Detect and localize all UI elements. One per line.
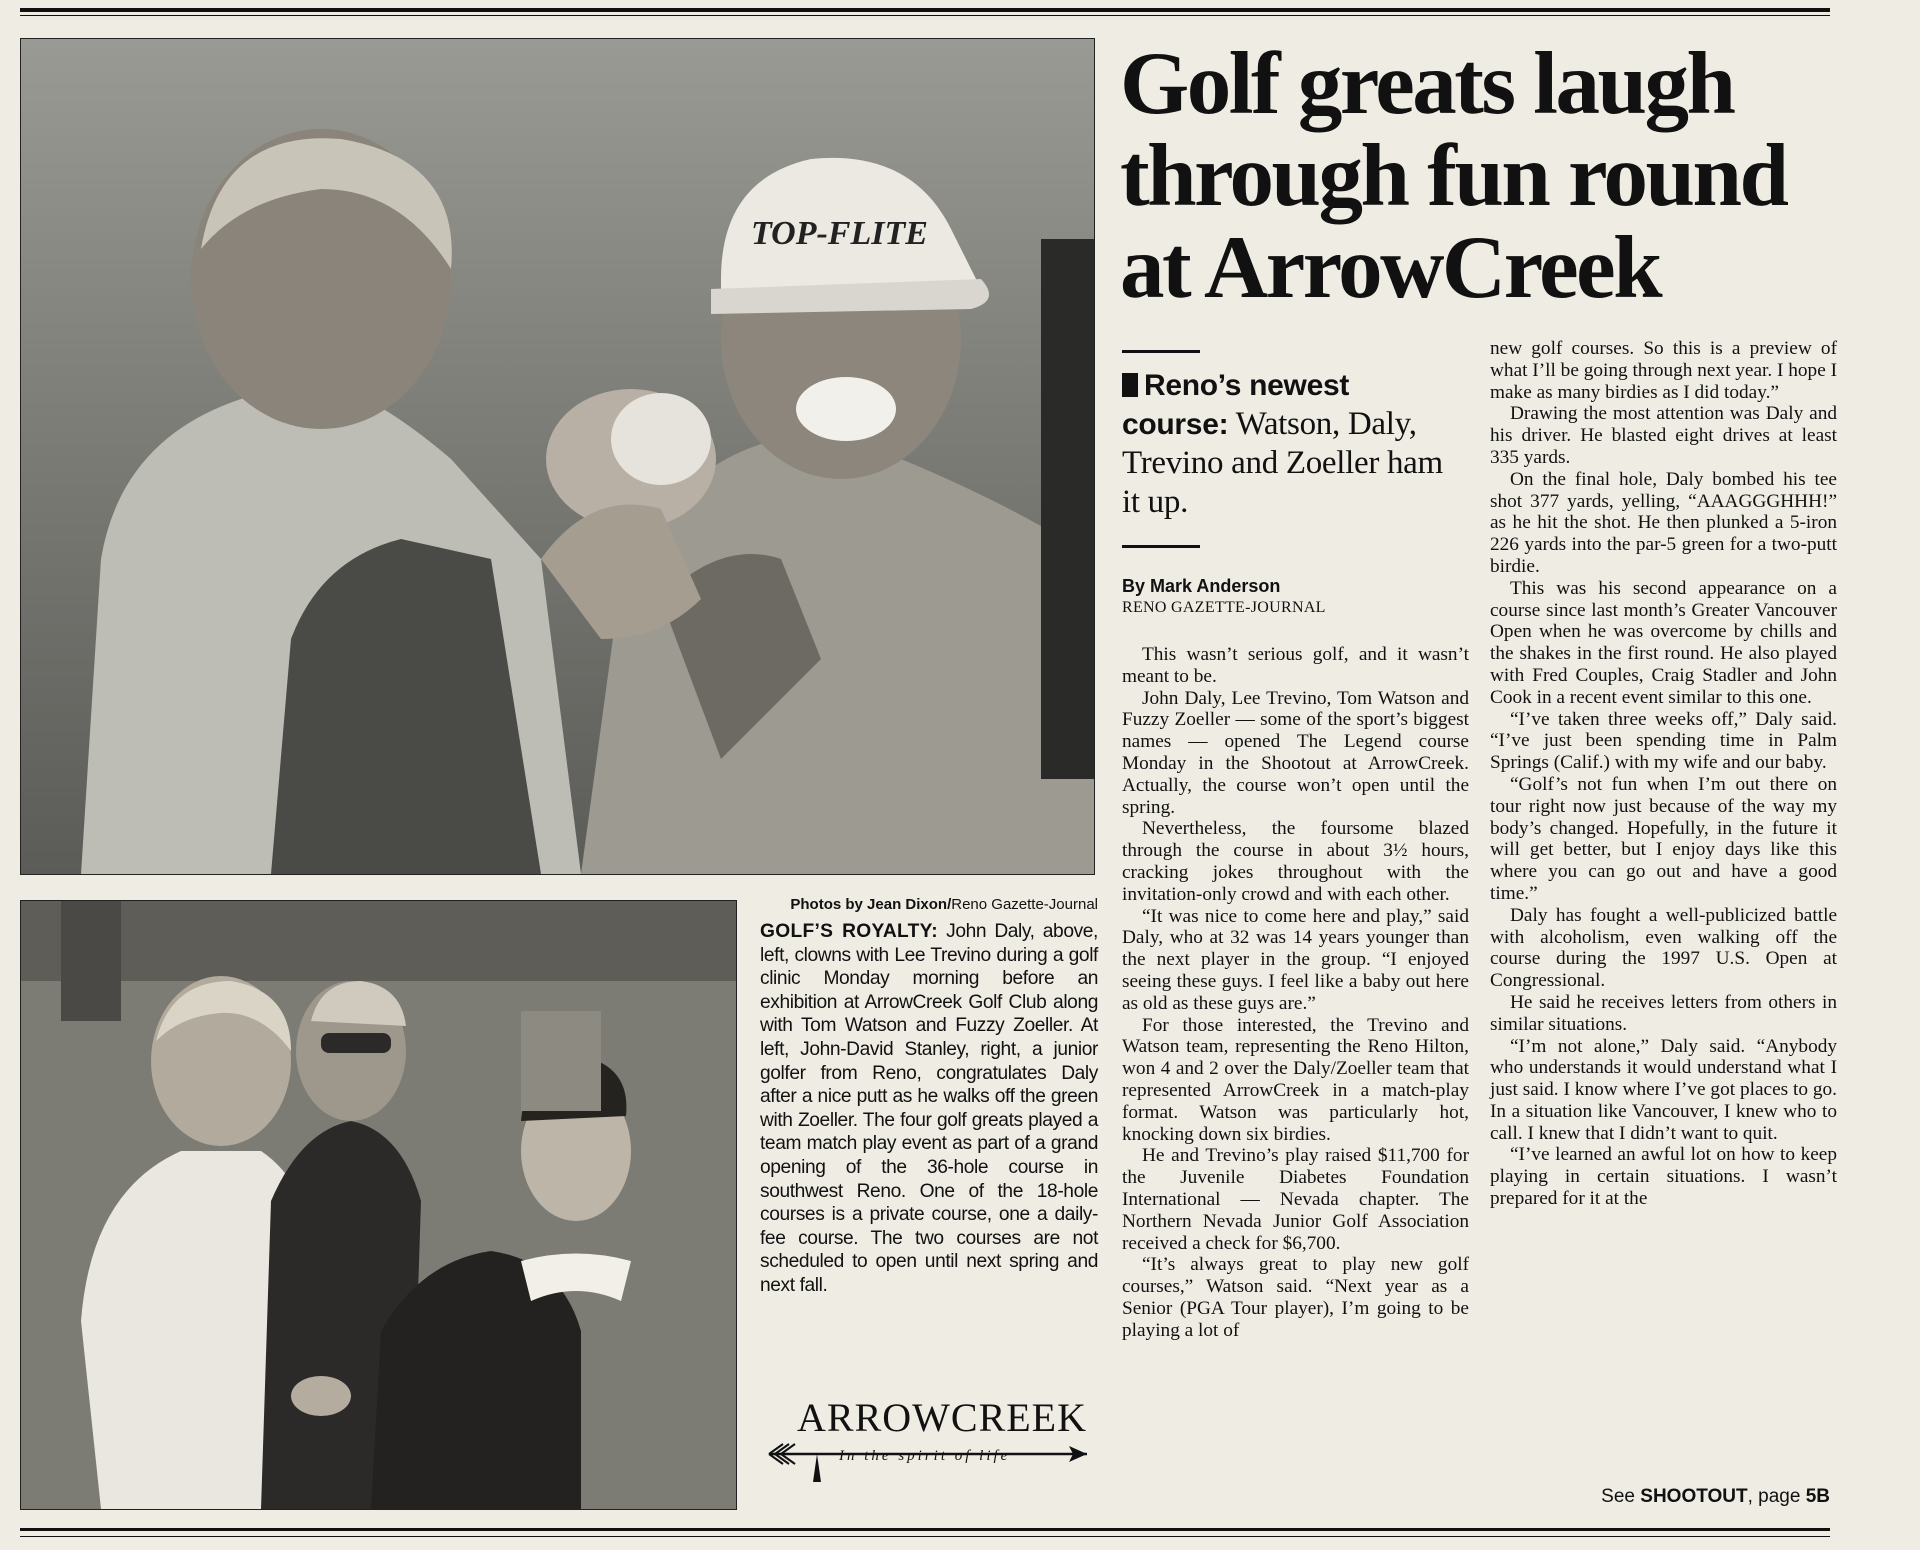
article-column-2 (1490, 338, 1837, 1210)
byline (1122, 576, 1452, 617)
paragraph: Nevertheless, the foursome blazed through the course in about 3½ hours, cracking jokes throughout with the invitation-only crowd and with each other. (1122, 818, 1469, 905)
cap-logo-text: TOP-FLITE (751, 215, 928, 252)
paragraph: He and Trevino’s play raised $11,700 for the Juvenile Diabetes Foundation International — Nevada chapter. The Northern Nevada Junior Golf Association received a check for $6,700. (1122, 1145, 1469, 1254)
paragraph: “Golf’s not fun when I’m out there on tour right now just because of the way my body’s changed. Hopefully, in the future it will get better, but I enjoy days like this where you can go out and have a good time.” (1490, 773, 1837, 904)
second-photo (20, 900, 737, 1510)
paragraph: Drawing the most attention was Daly and his driver. He blasted eight drives at least 335 yards. (1490, 403, 1837, 468)
article-column-1 (1122, 644, 1469, 1342)
paragraph: “It’s always great to play new golf courses,” Watson said. “Next year as a Senior (PGA Tour player), I’m going to be playing a lot of (1122, 1254, 1469, 1341)
paragraph: John Daly, Lee Trevino, Tom Watson and Fuzzy Zoeller — some of the sport’s biggest names — opened The Legend course Monday in the Shootout at ArrowCreek. Actually, the course won’t open until the spring. (1122, 687, 1469, 818)
paragraph: “I’m not alone,” Daly said. “Anybody who understands it would understand what I just said. I know where I’ve got places to go. In a situation like Vancouver, I knew who to call. I knew that I didn’t want to quit. (1490, 1035, 1837, 1144)
byline-author: By Mark Anderson (1122, 576, 1281, 596)
bullet-icon (1122, 373, 1138, 397)
paragraph: Daly has fought a well-publicized battle with alcoholism, even walking off the course during the 1997 U.S. Open at Congressional. (1490, 904, 1837, 992)
paragraph: For those interested, the Trevino and Watson team, representing the Reno Hilton, won 4 and 2 over the Daly/Zoeller team that represented ArrowCreek in a match-play format. Watson was particularly hot, knocking down six birdies. (1122, 1014, 1469, 1145)
paragraph: new golf courses. So this is a preview of what I’ll be going through next year. I hope I make as many birdies as I did today.” (1490, 338, 1837, 403)
jump-page: 5B (1805, 1486, 1830, 1507)
caption-kicker: GOLF’S ROYALTY: (760, 921, 938, 942)
top-rule-thin (20, 15, 1830, 16)
deck-bold: Reno’s newest course: (1122, 369, 1350, 441)
paragraph: “I’ve taken three weeks off,” Daly said. “I’ve just been spending time in Palm Springs (Calif.) with my wife and our baby. (1490, 708, 1837, 774)
bottom-rule-thin (20, 1536, 1830, 1537)
photo-credit (776, 896, 1098, 913)
photo-caption (760, 920, 1098, 1298)
main-photo (20, 38, 1095, 875)
jump-see: See (1601, 1486, 1641, 1507)
paragraph: He said he receives letters from others in similar situations. (1490, 991, 1837, 1035)
jump-page-label: , page (1747, 1486, 1806, 1507)
jump-line (1601, 1486, 1830, 1508)
paragraph: On the final hole, Daly bombed his tee shot 377 yards, yelling, “AAAGGGHHH!” as he hit the shot. He then plunked a 5-iron 226 yards into the par-5 green for a two-putt birdie. (1490, 468, 1837, 577)
photo-credit-source: Reno Gazette-Journal (951, 896, 1098, 913)
paragraph: This wasn’t serious golf, and it wasn’t meant to be. (1122, 644, 1469, 687)
deck-text: Watson, Daly, Trevino and Zoeller ham it up. (1122, 406, 1443, 520)
arrowcreek-logo (757, 1388, 1097, 1490)
logo-name: ARROWCREEK (797, 1395, 1087, 1440)
byline-publication: RENO GAZETTE-JOURNAL (1122, 599, 1326, 616)
deck (1122, 366, 1452, 522)
paragraph: This was his second appearance on a course since last month’s Greater Vancouver Open when he was overcome by chills and the shakes in the first round. He also played with Fred Couples, Craig Stadler and John Cook in a recent event similar to this one. (1490, 577, 1837, 708)
bottom-rule (20, 1528, 1830, 1531)
deck-rule-top (1122, 350, 1200, 353)
paragraph: “It was nice to come here and play,” said Daly, who at 32 was 14 years younger than the next player in the group. “I enjoyed seeing these guys. I feel like a baby out here as old as these guys are.” (1122, 905, 1469, 1014)
top-rule (20, 8, 1830, 12)
logo-tagline: In the spirit of life (839, 1448, 1011, 1464)
headline: Golf greats laugh through fun round at ArrowCreek (1120, 35, 1787, 317)
deck-rule-bottom (1122, 545, 1200, 548)
paragraph: “I’ve learned an awful lot on how to keep playing in certain situations. I wasn’t prepared for it at the (1490, 1144, 1837, 1210)
caption-text: John Daly, above, left, clowns with Lee Trevino during a golf clinic Monday morning before an exhibition at ArrowCreek Golf Club along with Tom Watson and Fuzzy Zoeller. At left, John-David Stanley, right, a junior golfer from Reno, congratulates Daly after a nice putt as he walks off the green with Zoeller. The four golf greats played a team match play event as part of a grand opening of the 36-hole course in southwest Reno. One of the 18-hole courses is a private course, one a daily-fee course. The two courses are not scheduled to open until next spring and next fall. (760, 921, 1098, 1296)
jump-slug: SHOOTOUT (1640, 1486, 1748, 1507)
arrow-icon (757, 1388, 1097, 1490)
photo-credit-label: Photos by Jean Dixon/ (790, 896, 952, 913)
